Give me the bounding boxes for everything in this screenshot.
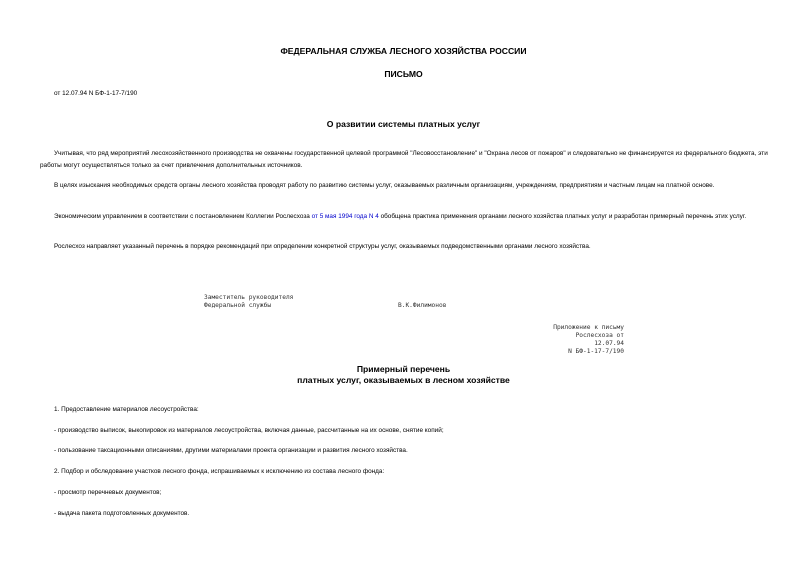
appendix-list-item: 1. Предоставление материалов лесоустройства: [54,406,199,413]
appendix-note-line-4: N БФ-1-17-7/190 [568,348,624,355]
document-type: ПИСЬМО [384,69,423,79]
paragraph-3-text-after: обобщена практика применения органами лесного хозяйства платных услуг и разработан примерный перечень этих услуг. [378,213,747,220]
signature-position-line-2: Федеральной службы [204,302,272,309]
document-date-reference: от 12.07.94 N БФ-1-17-7/190 [54,90,138,97]
resolution-link[interactable]: от 5 мая 1994 года N 4 [311,213,379,220]
appendix-list-item: - производство выписок, выкопировок из материалов лесоустройства, включая данные, рассчитанные на их основе, снятие копий; [54,427,444,434]
letter-paragraph-3 [40,211,768,223]
appendix-note-line-2: Рослесхоза от [575,332,624,339]
appendix-list-item: - пользование таксационными описаниями, другими материалами проекта организации и развития лесного хозяйства. [54,447,408,454]
appendix-list-item: 2. Подбор и обследование участков лесного фонда, испрашиваемых к исключению из состава лесного фонда: [54,468,385,475]
appendix-note-line-3: 12.07.94 [594,340,624,347]
letter-paragraph-2: В целях изыскания необходимых средств органы лесного хозяйства проводят работу по развитию системы услуг, оказываемых различным организациям, учреждениям, предприятиям и частным лицам на платной основе. [54,182,715,189]
appendix-note-line-1: Приложение к письму [553,324,624,331]
letter-paragraph-1: Учитывая, что ряд мероприятий лесохозяйственного производства не охвачены государственной целевой программой "Лесовосстановление" и "Охрана лесов от пожаров" и следовательно не финансируется из федерального бюджета, эти работы могут осуществляться только за счет привлечения дополнительных источников. [40,150,768,169]
signature-name: В.К.Филимонов [398,302,447,309]
paragraph-3-text-before: Экономическим управлением в соответствии с постановлением Коллегии Рослесхоза [54,213,312,220]
appendix-title-line-1: Примерный перечень [356,364,451,374]
appendix-title-line-2: платных услуг, оказываемых в лесном хозяйстве [297,375,510,385]
signature-position-line-1: Заместитель руководителя [204,294,294,301]
letter-paragraph-4: Рослесхоз направляет указанный перечень в порядке рекомендаций при определении конкретной структуры услуг, оказываемых подведомственными органами лесного хозяйства. [54,243,591,250]
agency-title: ФЕДЕРАЛЬНАЯ СЛУЖБА ЛЕСНОГО ХОЗЯЙСТВА РОССИИ [280,46,527,56]
appendix-list-item: - просмотр перечневых документов; [54,489,162,496]
appendix-list-item: - выдача пакета подготовленных документов. [54,510,190,517]
letter-subject: О развитии системы платных услуг [326,119,481,129]
